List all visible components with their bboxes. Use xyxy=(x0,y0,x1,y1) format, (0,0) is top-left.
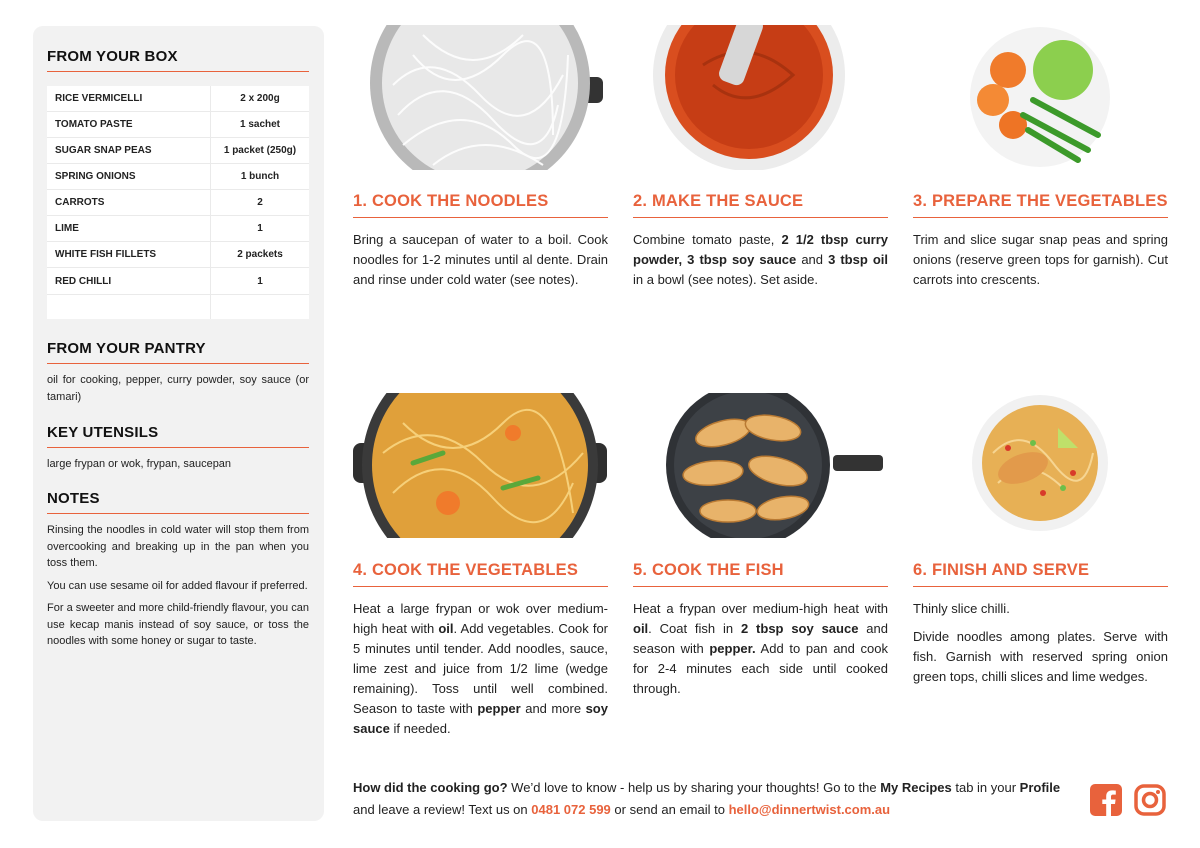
ingredient-name: TOMATO PASTE xyxy=(47,112,211,138)
step-5 xyxy=(633,561,888,699)
plated-dish-photo xyxy=(913,393,1167,538)
pantry-text: oil for cooking, pepper, curry powder, soy sauce (or tamari) xyxy=(47,374,309,403)
ingredient-row xyxy=(47,268,309,295)
step-instructions: Bring a saucepan of water to a boil. Cook noodles for 1-2 minutes until al dente. Drain and rinse under cold water (see notes). xyxy=(353,232,608,287)
step-1 xyxy=(353,192,608,290)
step-instructions: Combine tomato paste, 2 1/2 tbsp curry powder, 3 tbsp soy sauce and 3 tbsp oil in a bowl (see notes). Set aside. xyxy=(633,232,889,287)
feedback-question: How did the cooking go? xyxy=(353,780,508,795)
my-recipes-link[interactable]: My Recipes xyxy=(880,780,952,795)
step-title: 6. FINISH AND SERVE xyxy=(913,561,1168,587)
step-instructions-2: Divide noodles among plates. Serve with fish. Garnish with reserved spring onion green tops, chilli slices and lime wedges. xyxy=(913,629,1168,684)
ingredient-qty: 1 sachet xyxy=(211,112,310,138)
email-link[interactable]: hello@dinnertwist.com.au xyxy=(728,802,891,817)
step-title: 5. COOK THE FISH xyxy=(633,561,888,587)
step-instructions: Thinly slice chilli. xyxy=(913,601,1010,616)
utensils-text: large frypan or wok, frypan, saucepan xyxy=(47,458,232,470)
step-3 xyxy=(913,192,1168,290)
note-item: You can use sesame oil for added flavour if preferred. xyxy=(47,579,308,592)
profile-link[interactable]: Profile xyxy=(1019,780,1061,795)
ingredient-name: RICE VERMICELLI xyxy=(47,86,211,112)
ingredient-name: LIME xyxy=(47,216,211,242)
wok-vegetables-photo xyxy=(353,393,607,538)
step-title: 1. COOK THE NOODLES xyxy=(353,192,608,218)
step-instructions: Heat a frypan over medium-high heat with oil. Coat fish in 2 tbsp soy sauce and season with pepper. Add to pan and cook for 2-4 minutes each side until cooked through. xyxy=(633,601,888,696)
box-title: FROM YOUR BOX xyxy=(47,48,309,72)
ingredient-name: CARROTS xyxy=(47,190,211,216)
sauce-bowl-photo xyxy=(633,25,887,170)
vegetables-plate-photo xyxy=(913,25,1167,170)
notes-title: NOTES xyxy=(47,490,309,514)
feedback-footer: How did the cooking go? We’d love to know - help us by sharing your thoughts! Go to the My Recipes tab in your Profile and leave a review! Text us on 0481 072 599 or send an email to hello@dinnertwist.com.au xyxy=(353,780,1061,817)
ingredient-qty: 1 xyxy=(211,268,310,295)
ingredient-name: SUGAR SNAP PEAS xyxy=(47,138,211,164)
ingredient-row xyxy=(47,216,309,242)
utensils-title: KEY UTENSILS xyxy=(47,424,309,448)
ingredients-table xyxy=(47,86,309,319)
step-4 xyxy=(353,561,608,739)
pantry-title: FROM YOUR PANTRY xyxy=(47,340,309,364)
facebook-icon[interactable] xyxy=(1090,784,1122,816)
ingredient-name: SPRING ONIONS xyxy=(47,164,211,190)
ingredient-qty: 2 xyxy=(211,190,310,216)
ingredient-row xyxy=(47,242,309,268)
ingredient-qty: 1 xyxy=(211,216,310,242)
instagram-icon[interactable] xyxy=(1134,784,1166,816)
step-title: 2. MAKE THE SAUCE xyxy=(633,192,888,218)
box-section xyxy=(47,48,309,72)
notes-section xyxy=(47,490,309,650)
ingredient-qty: 1 bunch xyxy=(211,164,310,190)
step-2 xyxy=(633,192,888,290)
ingredient-qty: 1 packet (250g) xyxy=(211,138,310,164)
ingredient-row xyxy=(47,86,309,112)
sidebar xyxy=(33,26,324,821)
pan-fish-photo xyxy=(633,393,887,538)
step-instructions: Heat a large frypan or wok over medium-high heat with oil. Add vegetables. Cook for 5 minutes until tender. Add noodles, sauce, lime zest and juice from 1/2 lime (wedge remaining). Toss until well combined. Season to taste with pepper and more soy sauce if needed. xyxy=(353,601,608,736)
ingredient-qty: 2 x 200g xyxy=(211,86,310,112)
utensils-section xyxy=(47,424,309,473)
noodles-pot-photo xyxy=(353,25,607,170)
ingredient-qty: 2 packets xyxy=(211,242,310,268)
ingredient-row-empty xyxy=(47,295,309,320)
step-instructions: Trim and slice sugar snap peas and spring onions (reserve green tops for garnish). Cut carrots into crescents. xyxy=(913,232,1168,287)
ingredient-row xyxy=(47,112,309,138)
note-item: Rinsing the noodles in cold water will stop them from overcooking and breaking up in the pan when you toss them. xyxy=(47,524,309,569)
pantry-section xyxy=(47,340,309,405)
ingredient-row xyxy=(47,190,309,216)
step-title: 4. COOK THE VEGETABLES xyxy=(353,561,608,587)
step-title: 3. PREPARE THE VEGETABLES xyxy=(913,192,1168,218)
ingredient-row xyxy=(47,138,309,164)
ingredient-row xyxy=(47,164,309,190)
ingredient-name: WHITE FISH FILLETS xyxy=(47,242,211,268)
step-6 xyxy=(913,561,1168,687)
phone-number[interactable]: 0481 072 599 xyxy=(531,802,611,817)
note-item: For a sweeter and more child-friendly flavour, you can use kecap manis instead of soy sauce, or toss the noodles with some honey or sugar to taste. xyxy=(47,602,309,647)
ingredient-name: RED CHILLI xyxy=(47,268,211,295)
